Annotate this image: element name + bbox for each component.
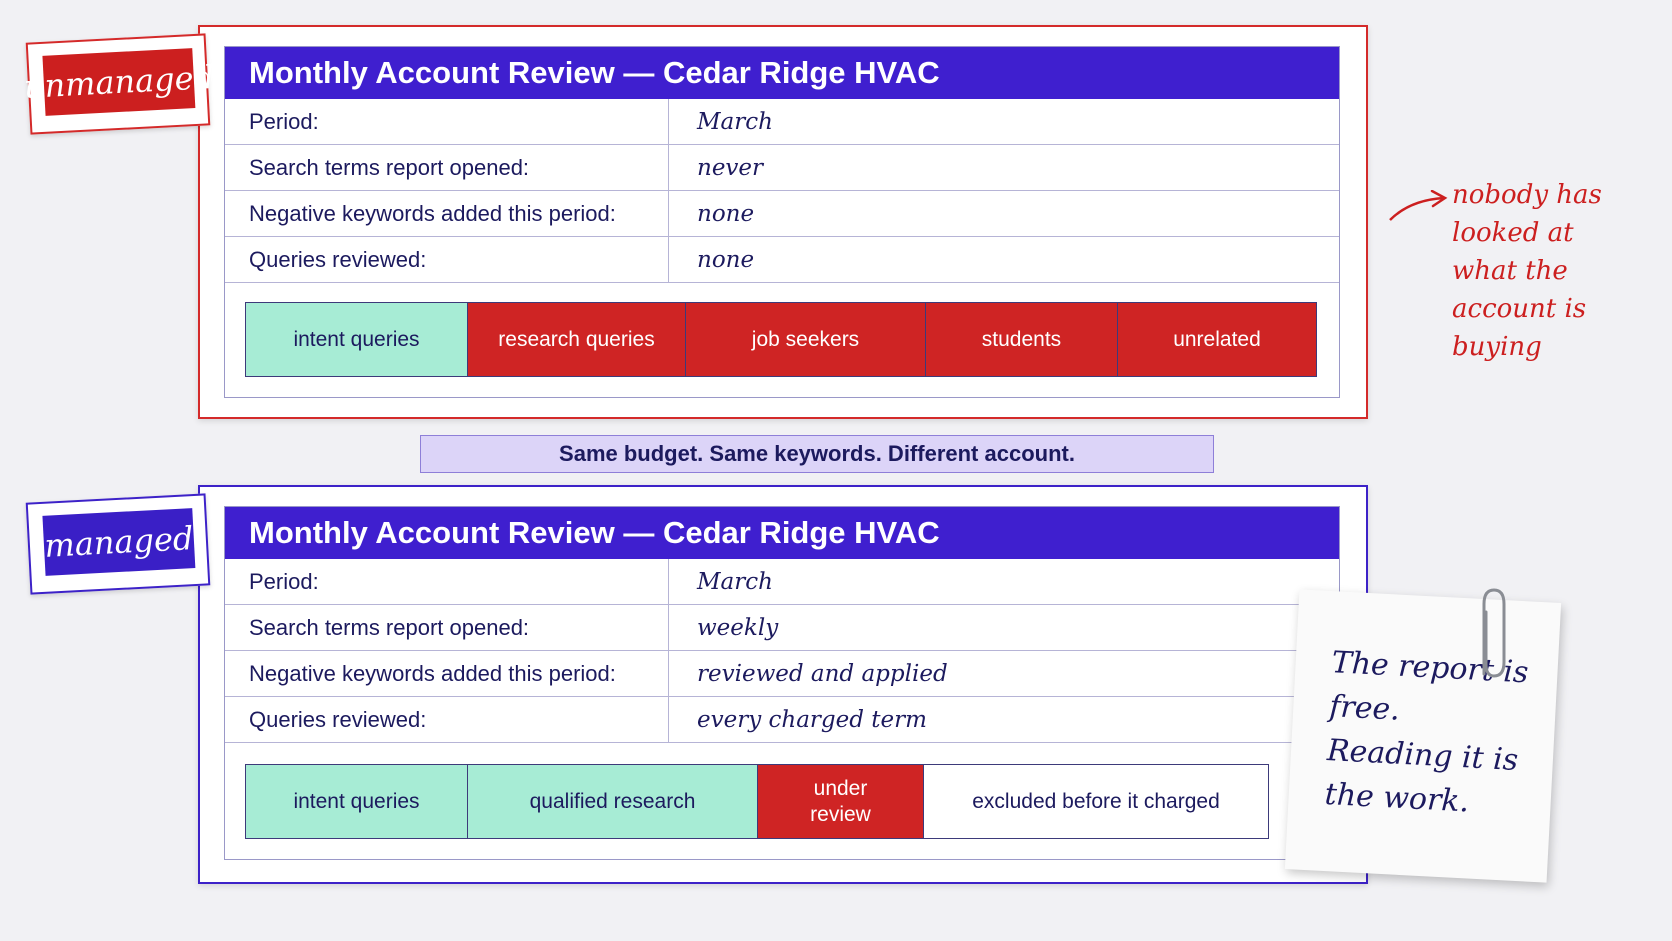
row-label: Period: (225, 99, 669, 144)
unmanaged-annotation: nobody has looked at what the account is buying (1452, 180, 1602, 362)
segment-under-review: under review (758, 765, 924, 838)
table-row (225, 191, 1339, 237)
row-label: Search terms report opened: (225, 605, 669, 650)
row-value: March (697, 568, 773, 595)
segment-job-seekers: job seekers (686, 303, 926, 376)
unmanaged-tag-label: unmanaged (42, 48, 195, 116)
row-label: Period: (225, 559, 669, 604)
segment-excluded: excluded before it charged (924, 765, 1268, 838)
unmanaged-tag (22, 33, 215, 134)
table-row (225, 697, 1339, 743)
row-value: March (697, 108, 773, 135)
table-row (225, 559, 1339, 605)
managed-tag (26, 493, 211, 594)
segment-intent-queries: intent queries (246, 303, 468, 376)
segment-research-queries: research queries (468, 303, 686, 376)
row-value: never (697, 154, 764, 181)
row-label: Queries reviewed: (225, 237, 669, 282)
sticky-note-text: The report is free. Reading it is the work. (1323, 645, 1530, 820)
managed-card (224, 506, 1340, 860)
row-label: Negative keywords added this period: (225, 191, 669, 236)
row-value: none (697, 246, 755, 273)
row-label: Queries reviewed: (225, 697, 669, 742)
managed-tag-label: managed (42, 508, 195, 576)
paperclip-icon (1472, 584, 1512, 684)
managed-title: Monthly Account Review — Cedar Ridge HVAC (225, 507, 1339, 559)
segment-qualified-research: qualified research (468, 765, 758, 838)
segment-students: students (926, 303, 1118, 376)
row-value: every charged term (697, 706, 927, 733)
row-value: weekly (697, 614, 779, 641)
table-row (225, 605, 1339, 651)
table-row (225, 145, 1339, 191)
row-value: reviewed and applied (697, 660, 948, 687)
unmanaged-query-bar (245, 302, 1317, 377)
segment-unrelated: unrelated (1118, 303, 1316, 376)
table-row (225, 99, 1339, 145)
arrow-icon (1388, 190, 1450, 224)
unmanaged-card (224, 46, 1340, 398)
segment-intent-queries: intent queries (246, 765, 468, 838)
unmanaged-title: Monthly Account Review — Cedar Ridge HVAC (225, 47, 1339, 99)
row-label: Search terms report opened: (225, 145, 669, 190)
managed-query-bar (245, 764, 1269, 839)
table-row (225, 237, 1339, 283)
comparison-banner: Same budget. Same keywords. Different account. (420, 435, 1214, 473)
sticky-note (1285, 589, 1561, 882)
table-row (225, 651, 1339, 697)
row-value: none (697, 200, 755, 227)
row-label: Negative keywords added this period: (225, 651, 669, 696)
